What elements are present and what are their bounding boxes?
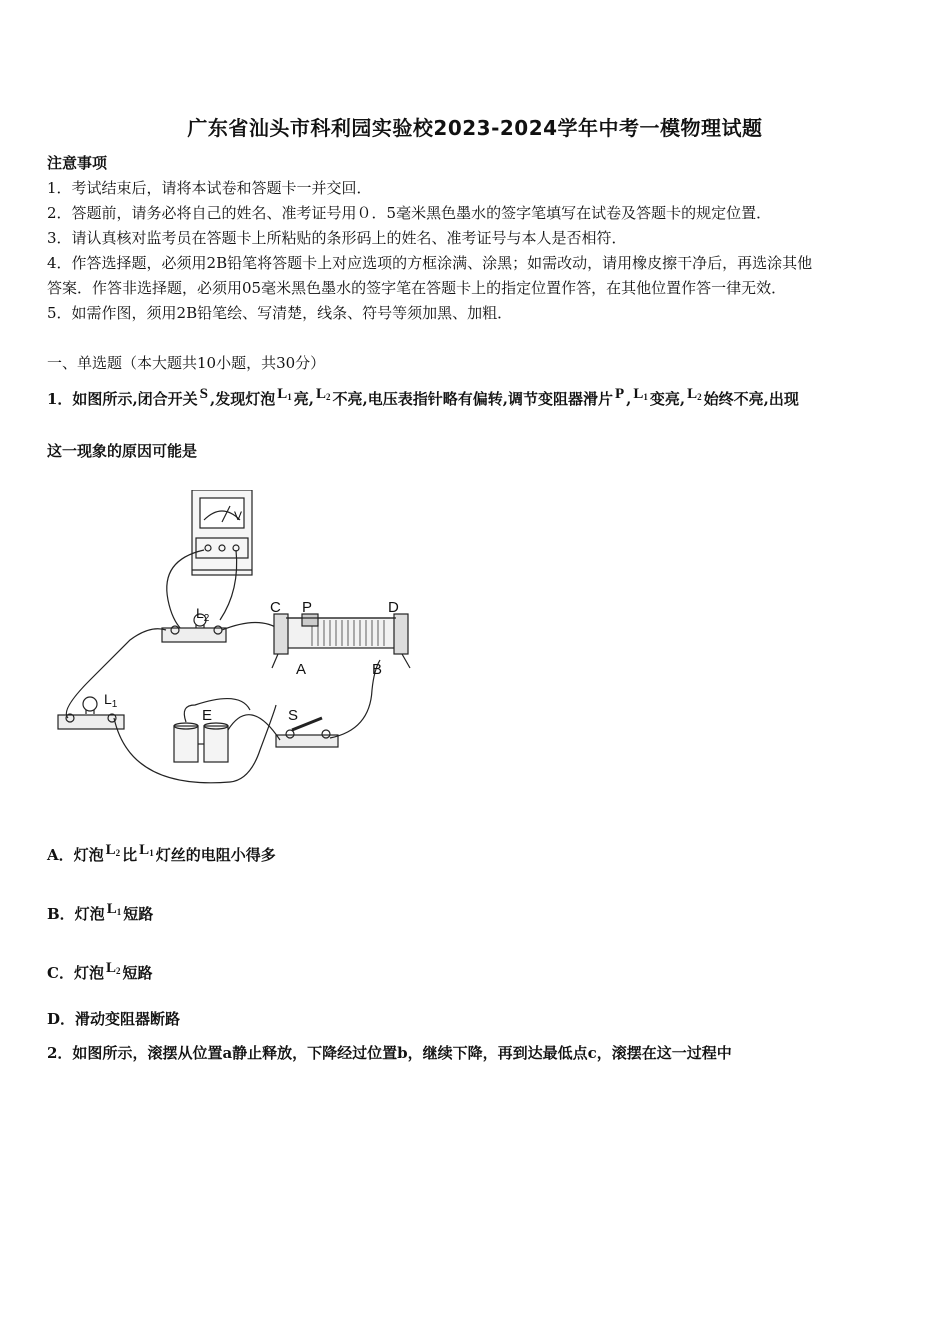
- notice-item-5: 5．如需作图，须用2B铅笔绘、写清楚，线条、符号等须加黑、加粗．: [47, 304, 513, 322]
- q1-symbol-p: P: [614, 386, 625, 402]
- notice-item-2: 2．答题前，请务必将自己的姓名、准考证号用０．5毫米黑色墨水的签字笔填写在试卷及答题卡的规定位置．: [47, 204, 772, 222]
- label-s: S: [288, 707, 299, 724]
- label-e: E: [202, 707, 213, 724]
- option-c-l2: $L_2$: [105, 960, 121, 976]
- meter-label: V: [234, 509, 243, 523]
- q1-text-7: 始终不亮,出现: [703, 390, 799, 408]
- question-1-line-2: 这一现象的原因可能是: [47, 442, 198, 460]
- label-a: A: [296, 661, 307, 678]
- question-1: [47, 386, 799, 409]
- q1-text-6: 变亮,: [649, 390, 686, 408]
- option-b[interactable]: B．灯泡 $L_1$ 短路: [47, 901, 154, 923]
- label-p: P: [302, 599, 313, 616]
- label-d: D: [388, 599, 399, 616]
- q1-symbol-l1b: $L_1$: [633, 386, 648, 402]
- q1-symbol-l1: $L_1$: [277, 386, 292, 402]
- q1-symbol-s: S: [199, 386, 209, 402]
- q1-text-2: ,发现灯泡: [210, 390, 276, 408]
- option-b-l1: $L_1$: [106, 901, 122, 917]
- notice-heading: 注意事项: [47, 154, 108, 172]
- q1-text-1: 1．如图所示,闭合开关: [47, 390, 198, 408]
- option-d[interactable]: D．滑动变阻器断路: [47, 1010, 181, 1028]
- q1-text-3: 亮,: [293, 390, 314, 408]
- label-l1: $L_1$: [104, 691, 118, 710]
- q1-text-5: ,: [626, 390, 632, 408]
- notice-item-4-cont: 答案．作答非选择题，必须用05毫米黑色墨水的签字笔在答题卡上的指定位置作答，在其他位置作答一律无效．: [47, 279, 787, 297]
- notice-item-1: 1．考试结束后，请将本试卷和答题卡一并交回．: [47, 179, 372, 197]
- label-c: C: [270, 599, 281, 616]
- q1-symbol-l2: $L_2$: [316, 386, 331, 402]
- option-a-l2: $L_2$: [105, 842, 121, 858]
- option-c[interactable]: C．灯泡 $L_2$ 短路: [47, 960, 153, 982]
- notice-item-3: 3．请认真核对监考员在答题卡上所粘贴的条形码上的姓名、准考证号与本人是否相符．: [47, 229, 627, 247]
- option-a-l1: $L_1$: [139, 842, 154, 858]
- label-b: B: [372, 661, 383, 678]
- q1-text-4: 不亮,电压表指针略有偏转,调节变阻器滑片: [332, 390, 613, 408]
- circuit-figure: [50, 490, 430, 790]
- page-title: 广东省汕头市科利园实验校2023-2024学年中考一模物理试题: [187, 116, 763, 140]
- notice-item-4: 4．作答选择题，必须用2B铅笔将答题卡上对应选项的方框涂满、涂黑；如需改动，请用橡皮擦干净后，再选涂其他: [47, 254, 813, 272]
- question-2: 2．如图所示，滚摆从位置a静止释放，下降经过位置b，继续下降，再到达最低点c，滚摆在这一过程中: [47, 1044, 732, 1062]
- section-heading: 一、单选题（本大题共10小题，共30分）: [47, 354, 326, 372]
- option-a[interactable]: A．灯泡 $L_2$ 比 $L_1$ 灯丝的电阻小得多: [47, 842, 276, 864]
- q1-symbol-l2b: $L_2$: [687, 386, 702, 402]
- label-l2: $L_2$: [196, 605, 210, 624]
